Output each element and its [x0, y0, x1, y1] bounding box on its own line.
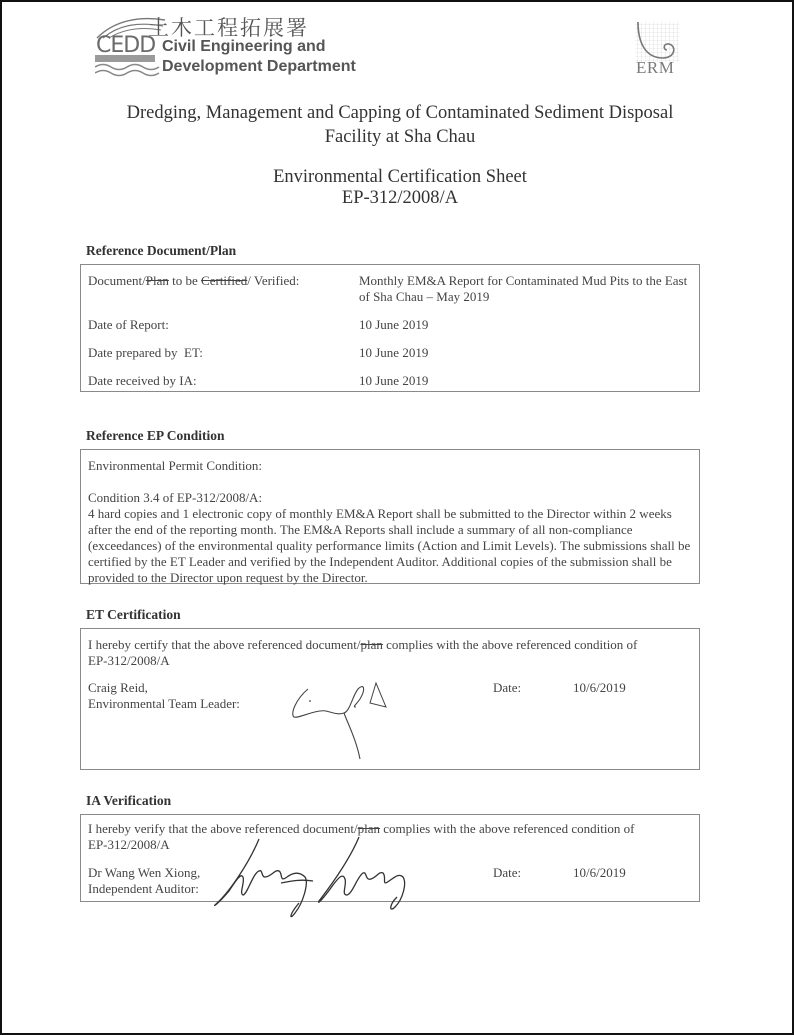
ep-condition-heading: Environmental Permit Condition: [88, 458, 263, 473]
struck-plan: plan [360, 637, 383, 652]
statement-permit: EP-312/2008/A [88, 653, 170, 668]
statement-part: I hereby certify that the above referenced document/ [88, 637, 361, 652]
statement-part: complies with the above referenced condition of [380, 821, 635, 836]
ia-signatory [88, 865, 200, 897]
sheet-title-text: Environmental Certification Sheet [273, 167, 527, 187]
document-value: Monthly EM&A Report for Contaminated Mud Pits to the East of Sha Chau – May 2019 [359, 273, 688, 304]
cedd-chinese-name: 土木工程拓展署 [148, 16, 309, 40]
date-received-label: Date received by IA: [88, 373, 197, 388]
struck-plan: Plan [145, 273, 169, 288]
et-statement [88, 637, 693, 669]
struck-plan: plan [357, 821, 381, 836]
ep-condition-box [80, 449, 700, 584]
date-received-value: 10 June 2019 [359, 373, 429, 388]
signatory-role: Independent Auditor: [88, 881, 199, 896]
signatory-role: Environmental Team Leader: [88, 696, 240, 711]
permit-number: EP-312/2008/A [341, 188, 459, 208]
et-date-value: 10/6/2019 [573, 680, 626, 695]
label-part: / Verified: [247, 273, 300, 288]
condition-title: Condition 3.4 of EP-312/2008/A: [88, 490, 263, 505]
cedd-abbreviation: CEDD [96, 33, 156, 58]
statement-permit: EP-312/2008/A [88, 837, 170, 852]
ia-verification-box [80, 814, 700, 902]
project-title-line1: Dredging, Management and Capping of Contaminated Sediment Disposal [126, 103, 674, 123]
et-signature-icon [286, 679, 416, 764]
condition-text: 4 hard copies and 1 electronic copy of monthly EM&A Report shall be submitted to the Director within 2 weeks after the end of the reporting month. The EM&A Reports shall include a summary of all non-compliance (exceedances) of the environmental quality performance limits (Action and Limit Levels). The submissions shall be certified by the ET Leader and verified by the Independent Auditor. Additional copies of the submission shall be provided to the Director upon request by the Director. [88, 506, 691, 585]
et-signatory [88, 680, 240, 712]
cedd-english-name [162, 37, 356, 77]
ia-date-value: 10/6/2019 [573, 865, 626, 880]
cedd-name-line2: Development Department [162, 58, 356, 75]
section-label-ep-condition: Reference EP Condition [86, 428, 225, 443]
erm-logo-text: ERM [636, 58, 675, 77]
section-label-et-certification: ET Certification [86, 607, 181, 622]
cedd-name-line1: Civil Engineering and [162, 38, 326, 55]
sheet-title [80, 167, 720, 209]
reference-document-box [80, 264, 700, 392]
ia-date-label: Date: [493, 865, 522, 880]
date-prepared-label: Date prepared by ET: [88, 345, 203, 360]
project-title-line2: Facility at Sha Chau [324, 127, 476, 147]
et-certification-box [80, 628, 700, 770]
statement-part: complies with the above referenced condition of [382, 637, 638, 652]
et-date-label: Date: [493, 680, 522, 695]
project-title [80, 101, 720, 149]
date-of-report-value: 10 June 2019 [359, 317, 429, 332]
label-part: Document/ [88, 273, 146, 288]
section-label-reference-document: Reference Document/Plan [86, 243, 237, 258]
label-part: to be [168, 273, 202, 288]
section-label-ia-verification: IA Verification [86, 793, 172, 808]
signatory-name: Dr Wang Wen Xiong, [88, 865, 201, 880]
signatory-name: Craig Reid, [88, 680, 148, 695]
struck-certified: Certified [201, 273, 248, 288]
ia-signature-icon [209, 833, 449, 923]
document-label [88, 273, 299, 289]
statement-part: I hereby verify that the above referenced document/ [88, 821, 358, 836]
date-of-report-label: Date of Report: [88, 317, 169, 332]
date-prepared-value: 10 June 2019 [359, 345, 429, 360]
